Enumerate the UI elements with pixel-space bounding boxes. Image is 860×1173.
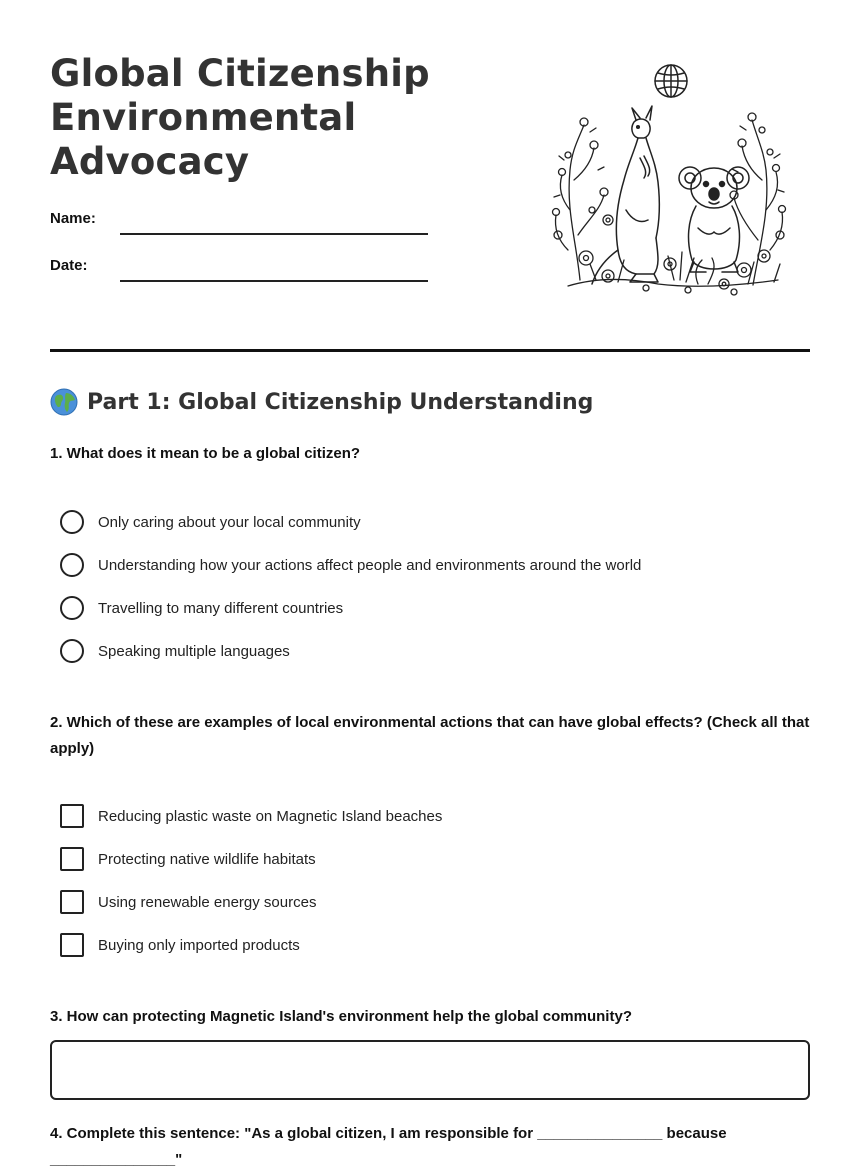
worksheet-title (50, 52, 520, 184)
option-label: Understanding how your actions affect people and environments around the world (98, 556, 642, 574)
date-field-row (50, 251, 422, 283)
radio-button[interactable] (60, 510, 84, 534)
part1-heading (50, 388, 593, 416)
radio-button[interactable] (60, 553, 84, 577)
right-vine-illustration (730, 113, 786, 285)
left-vine-illustration (553, 118, 614, 280)
q3-answer-box[interactable] (50, 1040, 810, 1100)
name-input[interactable] (120, 204, 428, 235)
date-input[interactable] (120, 251, 428, 282)
option-label: Protecting native wildlife habitats (98, 850, 316, 868)
question-3: 3. How can protecting Magnetic Island's environment help the global community? (50, 1008, 632, 1025)
option-label: Using renewable energy sources (98, 893, 317, 911)
globe-icon (655, 65, 687, 97)
wildlife-illustration (548, 60, 793, 300)
option-label: Travelling to many different countries (98, 599, 344, 617)
q2-option-3[interactable] (60, 889, 316, 915)
title-line: Advocacy (50, 140, 250, 183)
worksheet-page (50, 0, 810, 1168)
globe-emoji-icon (50, 388, 78, 416)
q1-option-2[interactable] (60, 552, 641, 578)
checkbox[interactable] (60, 890, 84, 914)
option-label: Reducing plastic waste on Magnetic Island beaches (98, 807, 443, 825)
part1-heading-text: Part 1: Global Citizenship Understanding (87, 389, 594, 415)
checkbox[interactable] (60, 847, 84, 871)
q1-option-4[interactable] (60, 638, 290, 664)
title-line: Global Citizenship (50, 52, 430, 95)
flowers-illustration (568, 250, 780, 295)
q1-option-3[interactable] (60, 595, 343, 621)
name-field-row (50, 204, 422, 236)
option-label: Only caring about your local community (98, 513, 361, 531)
q1-option-1[interactable] (60, 509, 361, 535)
radio-button[interactable] (60, 639, 84, 663)
q2-option-1[interactable] (60, 803, 442, 829)
title-line: Environmental (50, 96, 357, 139)
q2-option-4[interactable] (60, 932, 300, 958)
date-label: Date: (50, 257, 88, 274)
radio-button[interactable] (60, 596, 84, 620)
checkbox[interactable] (60, 933, 84, 957)
question-4: 4. Complete this sentence: "As a global citizen, I am responsible for _______________ because _______________" (50, 1125, 727, 1168)
q2-option-2[interactable] (60, 846, 316, 872)
koala-illustration (679, 167, 749, 272)
checkbox[interactable] (60, 804, 84, 828)
option-label: Speaking multiple languages (98, 642, 290, 660)
question-1: 1. What does it mean to be a global citizen? (50, 445, 361, 462)
question-2: 2. Which of these are examples of local environmental actions that can have global effects? (Check all that apply) (50, 714, 810, 757)
name-label: Name: (50, 210, 96, 227)
option-label: Buying only imported products (98, 936, 300, 954)
section-divider (50, 349, 810, 352)
